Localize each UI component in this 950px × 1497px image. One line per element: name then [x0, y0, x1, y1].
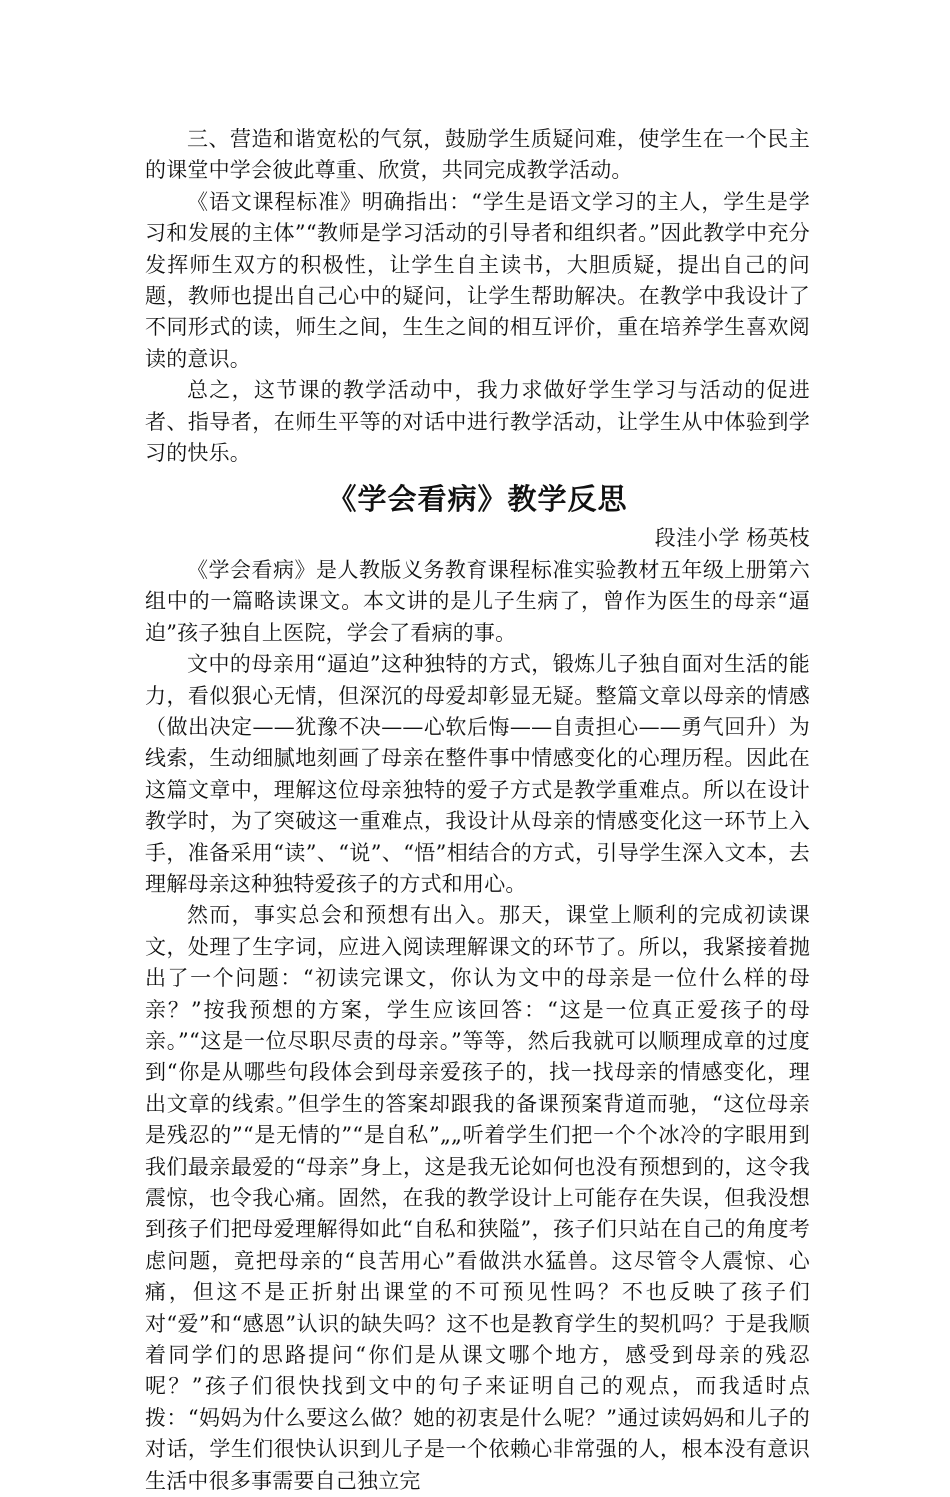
paragraph: 文中的母亲用“逼迫”这种独特的方式，锻炼儿子独自面对生活的能力，看似狠心无情，但深沉的母爱却彰显无疑。整篇文章以母亲的情感（做出决定——犹豫不决——心软后悔——自责担心——勇气回升）为线索，生动细腻地刻画了母亲在整件事中情感变化的心理历程。因此在这篇文章中，理解这位母亲独特的爱子方式是教学重难点。所以在设计教学时，为了突破这一重难点，我设计从母亲的情感变化这一环节上入手，准备采用“读”、“说”、“悟”相结合的方式，引导学生深入文本，去理解母亲这种独特爱孩子的方式和用心。 [145, 652, 810, 896]
paragraph: 然而，事实总会和预想有出入。那天，课堂上顺利的完成初读课文，处理了生字词，应进入阅读理解课文的环节了。所以，我紧接着抛出了一个问题：“初读完课文，你认为文中的母亲是一位什么样的母亲？”按我预想的方案，学生应该回答：“这是一位真正爱孩子的母亲。”“这是一位尽职尽责的母亲。”等等，然后我就可以顺理成章的过度到“你是从哪些句段体会到母亲爱孩子的，找一找母亲的情感变化，理出文章的线索。”但学生的答案却跟我的备课预案背道而驰，“这位母亲是残忍的”“是无情的”“是自私”„„听着学生们把一个个冰冷的字眼用到我们最亲最爱的“母亲”身上，这是我无论如何也没有预想到的，这令我震惊，也令我心痛。固然，在我的教学设计上可能存在失误，但我没想到孩子们把母爱理解得如此“自私和狭隘”，孩子们只站在自己的角度考虑问题，竟把母亲的“良苦用心”看做洪水猛兽。这尽管令人震惊、心痛，但这不是正折射出课堂的不可预见性吗？不也反映了孩子们对“爱”和“感恩”认识的缺失吗？这不也是教育学生的契机吗？于是我顺着同学们的思路提问“你们是从课文哪个地方，感受到母亲的残忍呢？”孩子们很快找到文中的句子来证明自己的观点，而我适时点拨：“妈妈为什么要这么做？她的初衷是什么呢？”通过读妈妈和儿子的对话，学生们很快认识到儿子是一个依赖心非常强的人，根本没有意识生活中很多事需要自己独立完 [145, 903, 810, 1493]
paragraph: 三、营造和谐宽松的气氛，鼓励学生质疑问难，使学生在一个民主的课堂中学会彼此尊重、欣赏，共同完成教学活动。 [145, 127, 810, 183]
document-body [145, 124, 810, 1497]
paragraph: 《学会看病》是人教版义务教育课程标准实验教材五年级上册第六组中的一篇略读课文。本文讲的是儿子生病了，曾作为医生的母亲“逼迫”孩子独自上医院，学会了看病的事。 [145, 557, 810, 645]
paragraph: 《语文课程标准》明确指出：“学生是语文学习的主人，学生是学习和发展的主体”“教师是学习活动的引导者和组织者。”因此教学中充分发挥师生双方的积极性，让学生自主读书，大胆质疑，提出自己的问题，教师也提出自己心中的疑问，让学生帮助解决。在教学中我设计了不同形式的读，师生之间，生生之间的相互评价，重在培养学生喜欢阅读的意识。 [145, 189, 810, 371]
article-title: 《学会看病》教学反思 [327, 482, 628, 517]
paragraph: 总之，这节课的教学活动中，我力求做好学生学习与活动的促进者、指导者，在师生平等的对话中进行教学活动，让学生从中体验到学习的快乐。 [145, 378, 810, 466]
article-author: 段洼小学 杨英枝 [654, 526, 810, 551]
